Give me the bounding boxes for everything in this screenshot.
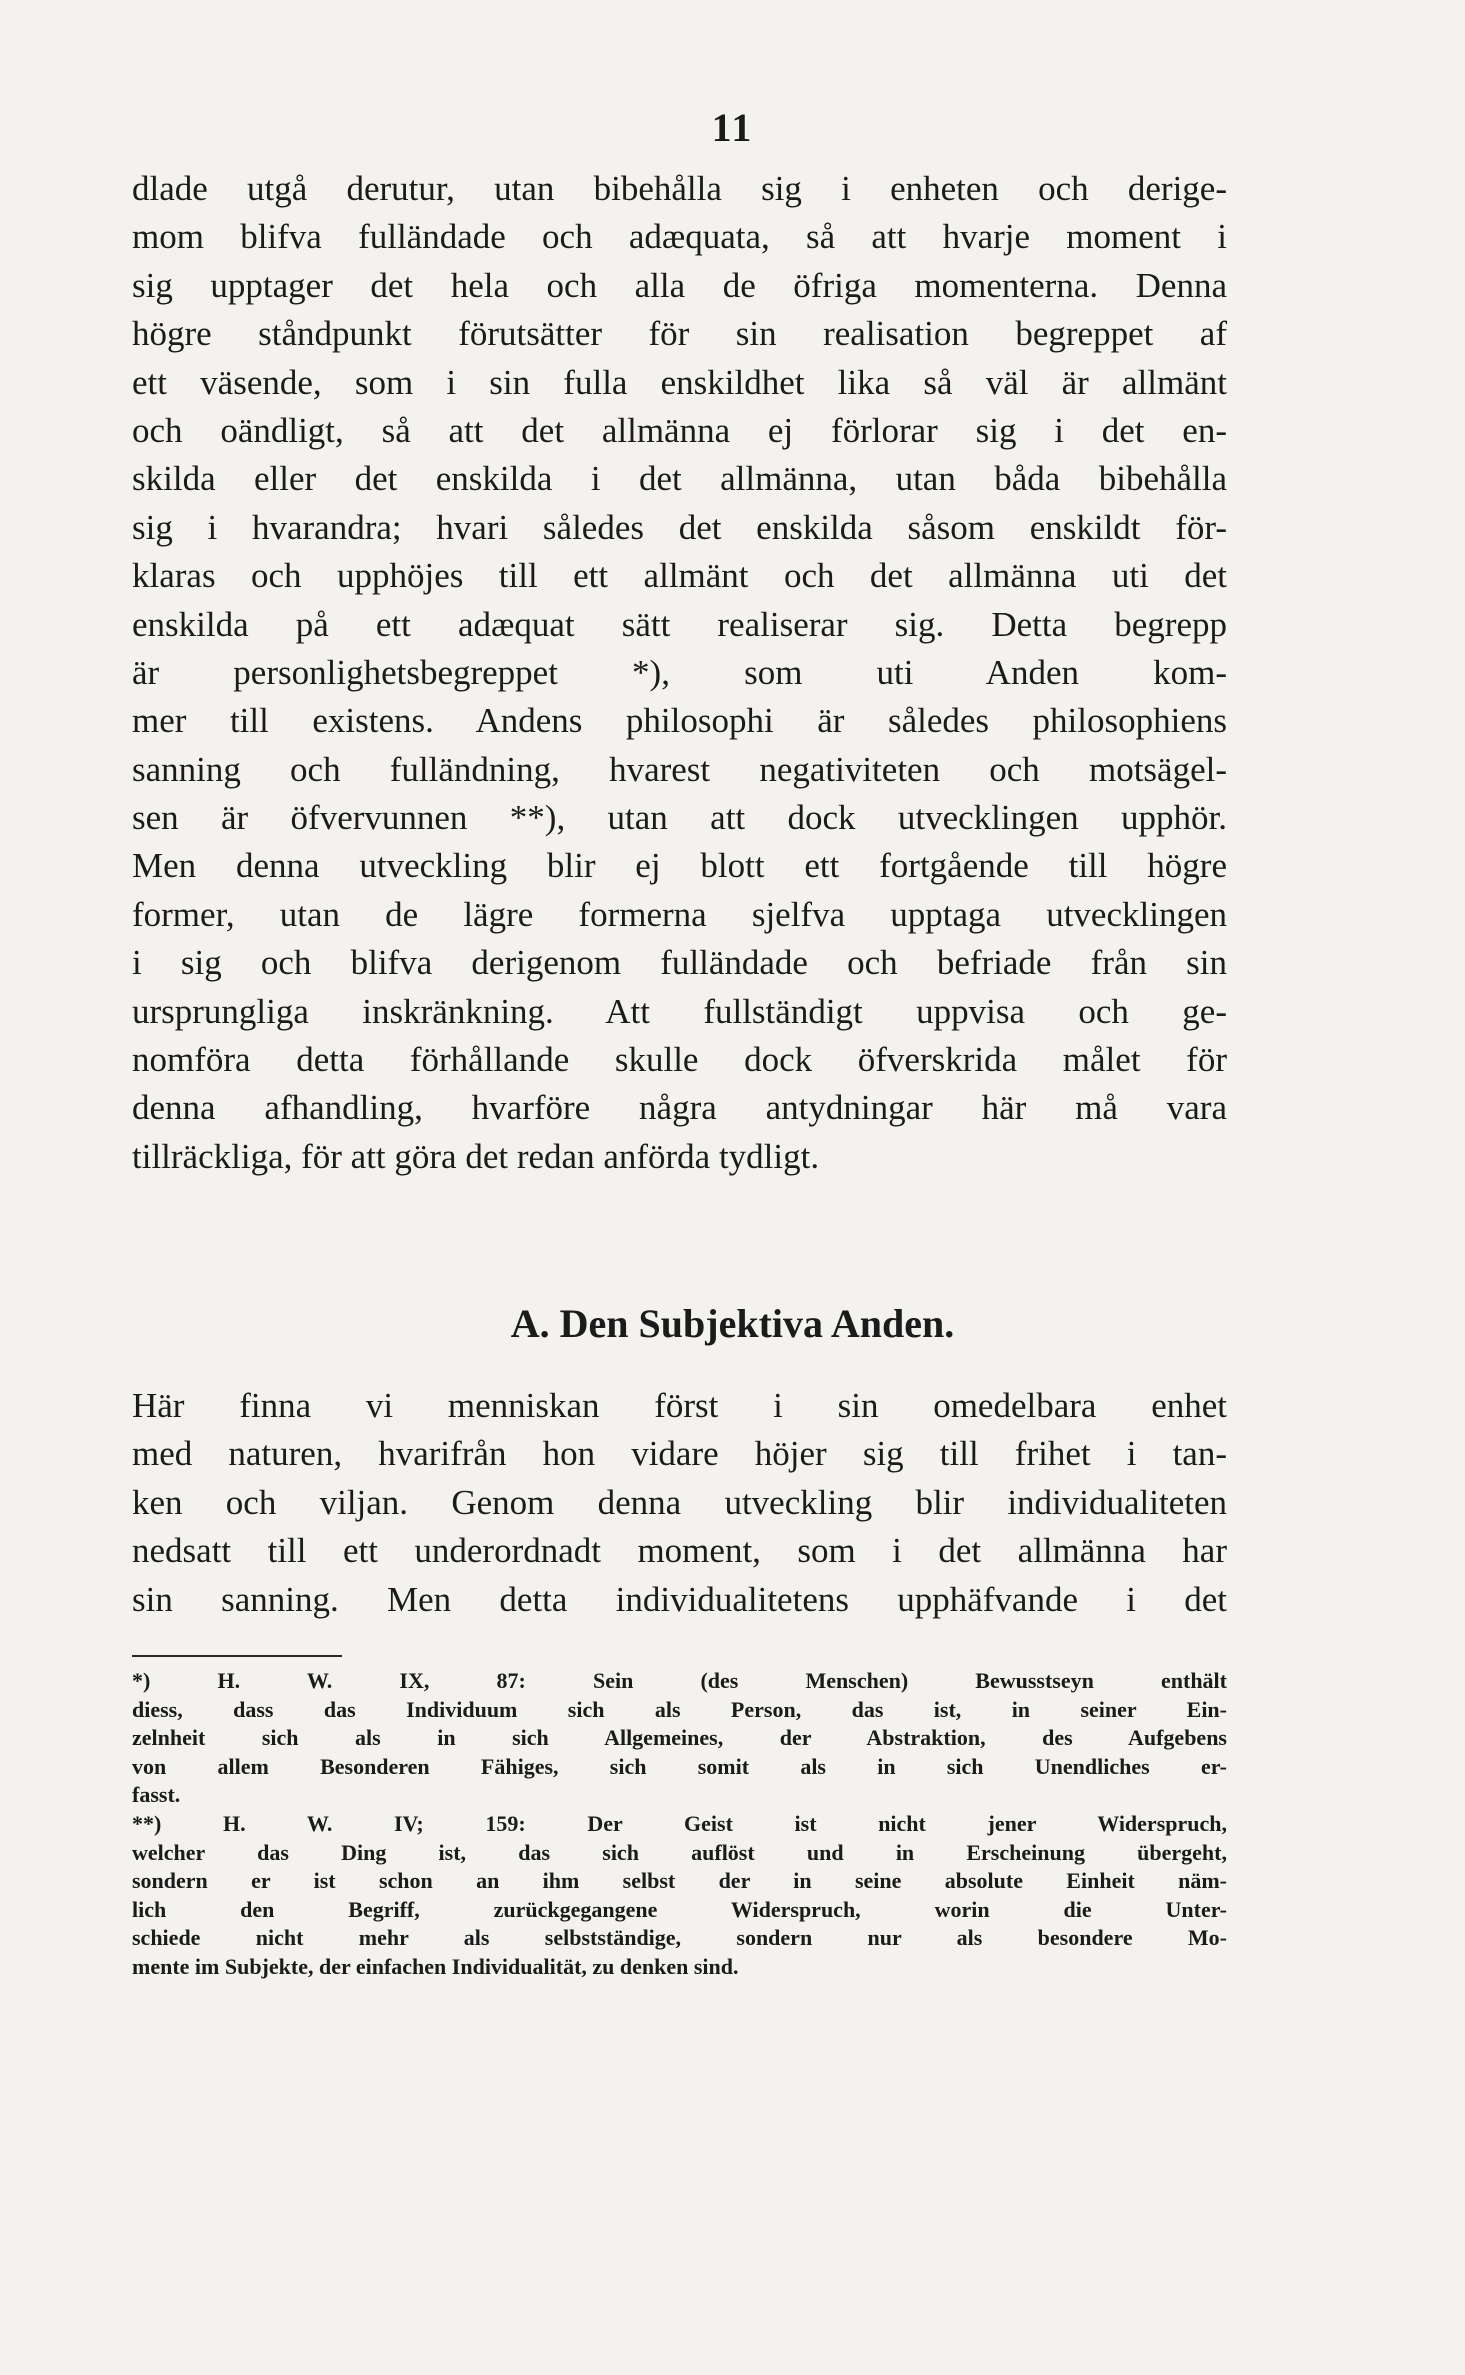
- footnote-line: lich den Begriff, zurückgegangene Widerspruch, worin die Unter-: [132, 1896, 1227, 1922]
- text-line: ursprungliga inskränkning. Att fullständigt uppvisa och ge-: [132, 991, 1227, 1031]
- footnote-line: sondern er ist schon an ihm selbst der in seine absolute Einheit näm-: [132, 1868, 1227, 1894]
- text-line: dlade utgå derutur, utan bibehålla sig i enheten och derige-: [132, 169, 1227, 208]
- page-number: 11: [711, 105, 754, 150]
- text-line: skilda eller det enskilda i det allmänna, utan båda bibehålla: [132, 459, 1227, 499]
- text-line: nedsatt till ett underordnadt moment, som i det allmänna har: [132, 1531, 1227, 1571]
- section-paragraph: [132, 1382, 1227, 1624]
- text-line: denna afhandling, hvarföre några antydningar här må vara: [132, 1088, 1227, 1128]
- footnote-divider: [132, 1655, 342, 1657]
- footnote-line: schiede nicht mehr als selbstständige, sondern nur als besondere Mo-: [132, 1925, 1227, 1951]
- text-line: sin sanning. Men detta individualitetens upphäfvande i det: [132, 1579, 1227, 1619]
- footnote-line: zelnheit sich als in sich Allgemeines, der Abstraktion, des Aufgebens: [132, 1725, 1227, 1751]
- text-line: mer till existens. Andens philosophi är således philosophiens: [132, 701, 1227, 741]
- text-line: och oändligt, så att det allmänna ej förlorar sig i det en-: [132, 410, 1227, 450]
- footnote-line: **) H. W. IV; 159: Der Geist ist nicht jener Widerspruch,: [132, 1810, 1227, 1836]
- text-line: är personlighetsbegreppet *), som uti Anden kom-: [132, 652, 1227, 692]
- footnotes: [132, 1667, 1227, 1982]
- text-line: klaras och upphöjes till ett allmänt och det allmänna uti det: [132, 556, 1227, 596]
- text-line: högre ståndpunkt förutsätter för sin realisation begreppet af: [132, 314, 1227, 354]
- text-line: sanning och fulländning, hvarest negativiteten och motsägel-: [132, 749, 1227, 789]
- footnote-line: fasst.: [132, 1782, 181, 1808]
- footnote-line: von allem Besonderen Fähiges, sich somit als in sich Unendliches er-: [132, 1753, 1227, 1779]
- text-line: former, utan de lägre formerna sjelfva upptaga utvecklingen: [132, 894, 1227, 934]
- text-line: Men denna utveckling blir ej blott ett fortgående till högre: [132, 846, 1227, 886]
- text-line: sen är öfvervunnen **), utan att dock utvecklingen upphör.: [132, 798, 1227, 838]
- text-line: ett väsende, som i sin fulla enskildhet lika så väl är allmänt: [132, 362, 1227, 402]
- text-line: i sig och blifva derigenom fulländade och befriade från sin: [132, 943, 1227, 983]
- footnote-line: welcher das Ding ist, das sich auflöst und in Erscheinung übergeht,: [132, 1839, 1227, 1865]
- text-line: Här finna vi menniskan först i sin omedelbara enhet: [132, 1386, 1227, 1425]
- text-line: tillräckliga, för att göra det redan anförda tydligt.: [132, 1136, 820, 1176]
- text-line: enskilda på ett adæquat sätt realiserar sig. Detta begrepp: [132, 604, 1227, 644]
- footnote-line: *) H. W. IX, 87: Sein (des Menschen) Bewusstseyn enthält: [132, 1668, 1227, 1693]
- text-line: med naturen, hvarifrån hon vidare höjer sig till frihet i tan-: [132, 1434, 1227, 1474]
- footnote-line: diess, dass das Individuum sich als Person, das ist, in seiner Ein-: [132, 1696, 1227, 1722]
- text-line: nomföra detta förhållande skulle dock öfverskrida målet för: [132, 1040, 1227, 1080]
- main-paragraph: [132, 165, 1227, 1181]
- text-line: sig upptager det hela och alla de öfriga momenterna. Denna: [132, 265, 1227, 305]
- text-line: ken och viljan. Genom denna utveckling blir individualiteten: [132, 1482, 1227, 1522]
- text-line: mom blifva fulländade och adæquata, så att hvarje moment i: [132, 217, 1227, 257]
- footnote-line: mente im Subjekte, der einfachen Individualität, zu denken sind.: [132, 1953, 739, 1979]
- section-heading: A. Den Subjektiva Anden.: [510, 1301, 955, 1346]
- text-line: sig i hvarandra; hvari således det enskilda såsom enskildt för-: [132, 507, 1227, 547]
